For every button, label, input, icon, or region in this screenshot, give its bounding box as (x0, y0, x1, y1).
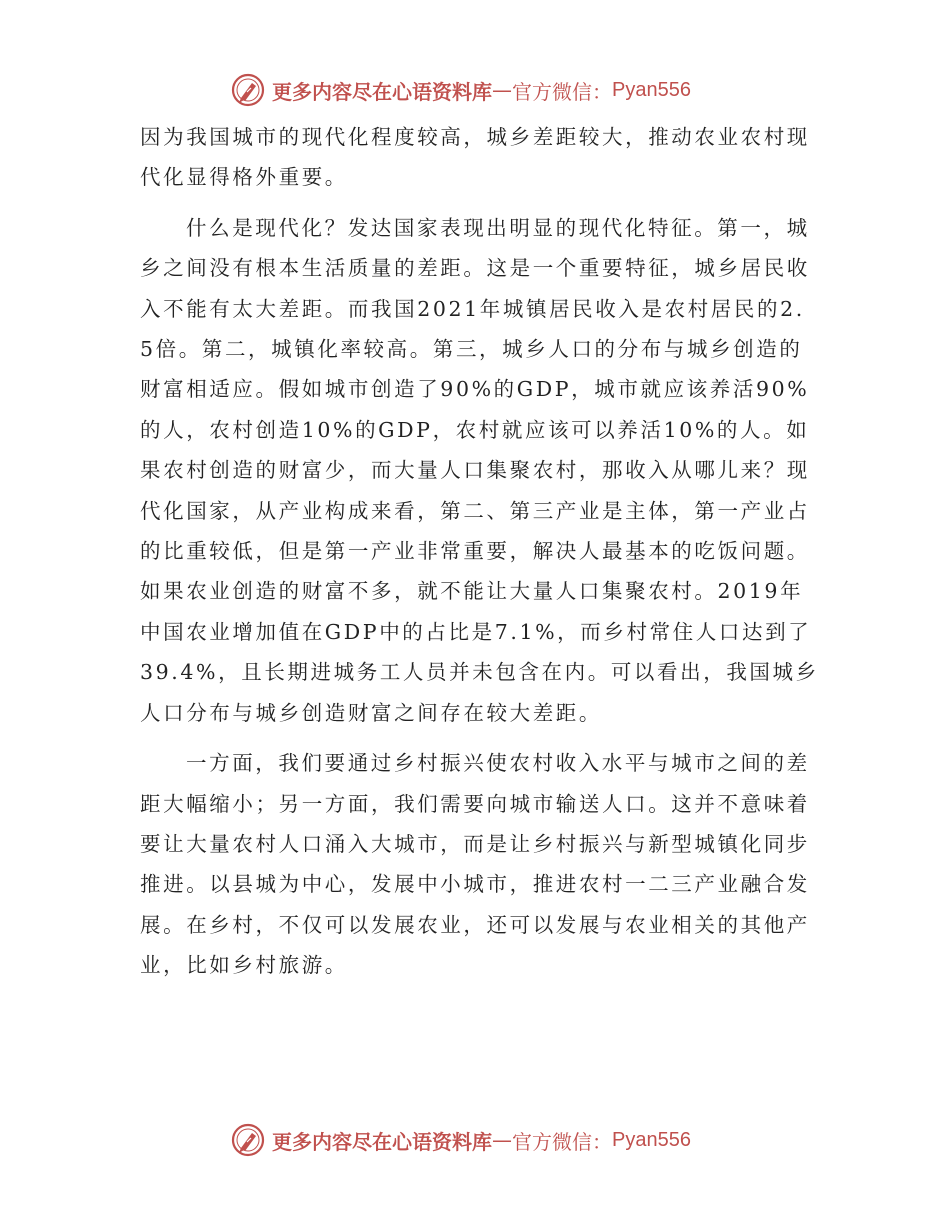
watermark-brand-text: 更多内容尽在心语资料库 (272, 1129, 492, 1154)
watermark-wechat-id: Pyan556 (612, 78, 691, 101)
paragraph: 一方面，我们要通过乡村振兴使农村收入水平与城市之间的差距大幅缩小；另一方面，我们需要向城市输送人口。这并不意味着要让大量农村人口涌入大城市，而是让乡村振兴与新型城镇化同步推进。以县城为中心，发展中小城市，推进农村一二三产业融合发展。在乡村，不仅可以发展农业，还可以发展与农业相关的其他产业，比如乡村旅游。 (140, 751, 810, 978)
watermark-brand-text: 更多内容尽在心语资料库 (272, 79, 492, 104)
pen-nib-seal-icon (230, 72, 266, 108)
watermark-separator: — (492, 1128, 512, 1152)
paragraph: 什么是现代化？发达国家表现出明显的现代化特征。第一，城乡之间没有根本生活质量的差距。这是一个重要特征，城乡居民收入不能有太大差距。而我国2021年城镇居民收入是农村居民的2.5倍。第二，城镇化率较高。第三，城乡人口的分布与城乡创造的财富相适应。假如城市创造了90%的GDP，城市就应该养活90%的人，农村创造10%的GDP，农村就应该可以养活10%的人。如果农村创造的财富少，而大量人口集聚农村，那收入从哪儿来？现代化国家，从产业构成来看，第二、第三产业是主体，第一产业占的比重较低，但是第一产业非常重要，解决人最基本的吃饭问题。如果农业创造的财富不多，就不能让大量人口集聚农村。2019年中国农业增加值在GDP中的占比是7.1%，而乡村常住人口达到了39.4%，且长期进城务工人员并未包含在内。可以看出，我国城乡人口分布与城乡创造财富之间存在较大差距。 (140, 215, 819, 725)
document-body (140, 117, 820, 986)
watermark-separator: — (492, 78, 512, 102)
paragraph: 因为我国城市的现代化程度较高，城乡差距较大，推动农业农村现代化显得格外重要。 (140, 125, 810, 190)
watermark-wechat-label: 官方微信： (512, 1129, 612, 1154)
header-watermark (230, 70, 730, 110)
watermark-wechat-label: 官方微信： (512, 79, 612, 104)
pen-nib-seal-icon (230, 1122, 266, 1158)
footer-watermark (230, 1120, 730, 1160)
watermark-wechat-id: Pyan556 (612, 1128, 691, 1151)
